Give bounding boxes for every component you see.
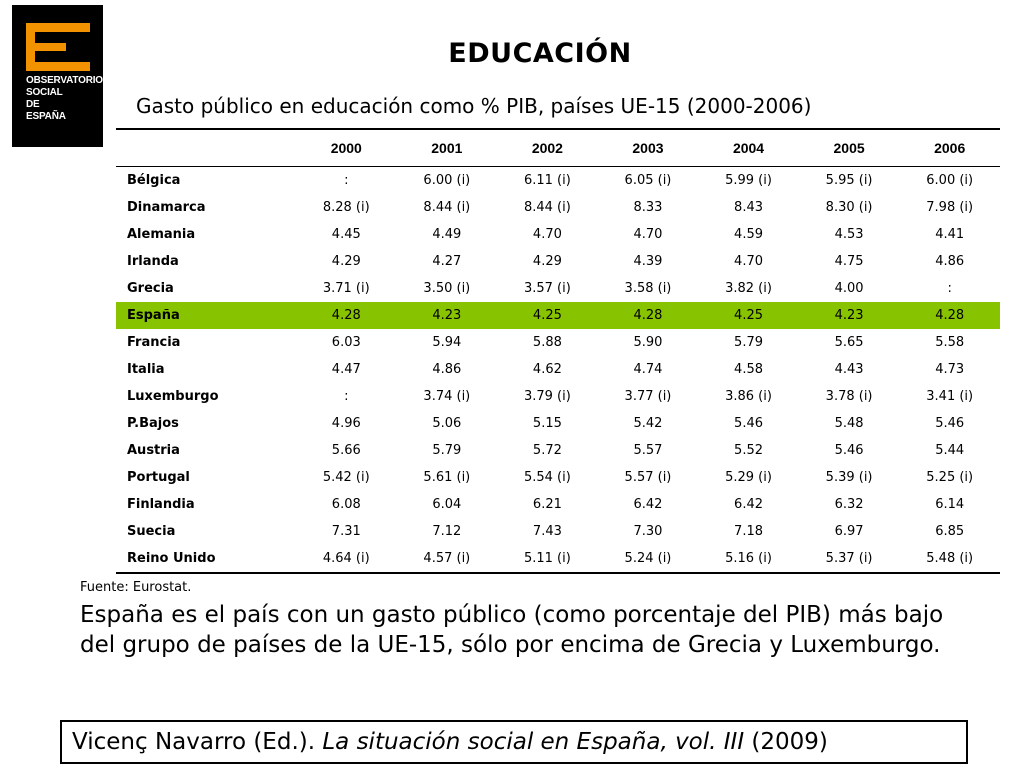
logo-line: OBSERVATORIO [26, 75, 103, 86]
value-cell: 7.31 [331, 524, 361, 539]
country-cell: Reino Unido [127, 551, 216, 566]
value-cell: 8.44 (i) [423, 200, 471, 215]
value-cell: 4.96 [331, 416, 361, 431]
value-cell: 5.46 [734, 416, 763, 431]
value-cell: 4.49 [432, 227, 462, 242]
value-cell: 5.79 [734, 335, 763, 350]
value-cell: 4.39 [633, 254, 663, 269]
value-cell: 6.85 [935, 524, 965, 539]
value-cell: 4.23 [799, 302, 900, 329]
value-cell: 4.86 [935, 254, 965, 269]
column-header [116, 129, 296, 167]
value-cell: 4.47 [331, 362, 361, 377]
value-cell: 6.00 (i) [926, 173, 974, 188]
value-cell: 5.54 (i) [523, 470, 571, 485]
value-cell: 6.42 [633, 497, 663, 512]
value-cell: 8.44 (i) [523, 200, 571, 215]
value-cell: 6.97 [834, 524, 864, 539]
value-cell: 3.79 (i) [523, 389, 571, 404]
value-cell: 5.94 [432, 335, 462, 350]
country-cell: Bélgica [127, 173, 181, 188]
value-cell: 5.46 [834, 443, 864, 458]
value-cell: 7.43 [532, 524, 562, 539]
value-cell: 4.28 [899, 302, 1000, 329]
value-cell: 4.70 [633, 227, 663, 242]
value-cell: 3.57 (i) [523, 281, 571, 296]
country-cell: Francia [127, 335, 181, 350]
value-cell: 3.71 (i) [322, 281, 370, 296]
value-cell: 5.61 (i) [423, 470, 471, 485]
value-cell: 6.00 (i) [423, 173, 471, 188]
value-cell: 5.16 (i) [725, 551, 772, 566]
country-cell: Suecia [127, 524, 176, 539]
table-row [116, 302, 1000, 329]
value-cell: 5.25 (i) [926, 470, 974, 485]
value-cell: : [947, 281, 952, 296]
value-cell: 3.78 (i) [825, 389, 873, 404]
country-cell: Dinamarca [127, 200, 206, 215]
value-cell: 4.28 [296, 302, 397, 329]
country-cell: Luxemburgo [127, 389, 219, 404]
logo-line: ESPAÑA [26, 111, 66, 122]
value-cell: 4.62 [532, 362, 562, 377]
table-row [116, 167, 1000, 195]
value-cell: : [344, 173, 349, 188]
value-cell: 5.52 [734, 443, 763, 458]
value-cell: 3.50 (i) [423, 281, 471, 296]
country-cell: Grecia [127, 281, 174, 296]
country-cell: Austria [127, 443, 180, 458]
value-cell: 5.11 (i) [523, 551, 571, 566]
table-row [116, 491, 1000, 518]
value-cell: 4.70 [532, 227, 562, 242]
value-cell: 5.65 [834, 335, 864, 350]
value-cell: 4.28 [598, 302, 699, 329]
value-cell: 5.66 [331, 443, 361, 458]
value-cell: 6.05 (i) [624, 173, 672, 188]
value-cell: 4.53 [834, 227, 864, 242]
value-cell: 5.79 [432, 443, 462, 458]
table-row [116, 518, 1000, 545]
logo-line: SOCIAL [26, 87, 63, 98]
value-cell: 3.82 (i) [725, 281, 772, 296]
value-cell: 5.42 [633, 416, 663, 431]
table-row [116, 410, 1000, 437]
country-cell: Italia [127, 362, 165, 377]
country-cell: P.Bajos [127, 416, 179, 431]
value-cell: 8.43 [734, 200, 763, 215]
column-header: 2002 [531, 140, 563, 156]
table-row [116, 221, 1000, 248]
value-cell: 5.24 (i) [624, 551, 672, 566]
value-cell: 6.08 [331, 497, 361, 512]
value-cell: 3.41 (i) [926, 389, 974, 404]
value-cell: 5.39 (i) [825, 470, 873, 485]
value-cell: 6.14 [935, 497, 965, 512]
value-cell: 5.95 (i) [825, 173, 873, 188]
value-cell: 4.41 [935, 227, 965, 242]
value-cell: 5.58 [935, 335, 965, 350]
value-cell: 5.72 [532, 443, 562, 458]
value-cell: : [344, 389, 349, 404]
value-cell: 6.42 [734, 497, 763, 512]
value-cell: 4.25 [497, 302, 598, 329]
table-row [116, 248, 1000, 275]
table-row [116, 356, 1000, 383]
country-cell: Portugal [127, 470, 190, 485]
value-cell: 5.57 (i) [624, 470, 672, 485]
column-header: 2004 [732, 140, 765, 156]
value-cell: 8.33 [633, 200, 663, 215]
logo-mark-top [26, 23, 90, 32]
table-row [116, 329, 1000, 356]
value-cell: 7.98 (i) [926, 200, 974, 215]
value-cell: 5.88 [532, 335, 562, 350]
value-cell: 4.86 [432, 362, 462, 377]
value-cell: 6.32 [834, 497, 864, 512]
country-cell: Irlanda [127, 254, 179, 269]
table-row [116, 194, 1000, 221]
citation-year: (2009) [744, 729, 828, 755]
table-body [116, 167, 1000, 574]
value-cell: 4.57 (i) [423, 551, 471, 566]
value-cell: 4.45 [331, 227, 361, 242]
value-cell: 5.90 [633, 335, 663, 350]
value-cell: 3.58 (i) [624, 281, 672, 296]
column-header: 2005 [833, 140, 865, 156]
value-cell: 5.48 (i) [926, 551, 974, 566]
value-cell: 5.42 (i) [322, 470, 370, 485]
education-spending-table [116, 128, 1000, 574]
page-title: EDUCACIÓN [448, 38, 632, 69]
value-cell: 8.30 (i) [825, 200, 873, 215]
summary-text: España es el país con un gasto público (como porcentaje del PIB) más bajo del grupo de países de la UE-15, sólo por encima de Grecia y Luxemburgo. [80, 602, 944, 658]
value-cell: 5.46 [935, 416, 965, 431]
value-cell: 4.25 [698, 302, 799, 329]
value-cell: 4.58 [734, 362, 763, 377]
value-cell: 5.99 (i) [725, 173, 772, 188]
country-cell: Alemania [127, 227, 196, 242]
citation-box [60, 720, 968, 764]
value-cell: 6.03 [331, 335, 361, 350]
value-cell: 4.73 [935, 362, 965, 377]
citation-author: Vicenç Navarro (Ed.). [72, 729, 323, 755]
table-row [116, 383, 1000, 410]
column-header: 2000 [330, 140, 362, 156]
value-cell: 4.27 [432, 254, 462, 269]
value-cell: 3.74 (i) [423, 389, 471, 404]
column-header: 2001 [431, 140, 463, 156]
value-cell: 5.44 [935, 443, 965, 458]
value-cell: 7.30 [633, 524, 663, 539]
value-cell: 4.23 [397, 302, 498, 329]
source-note: Fuente: Eurostat. [80, 580, 192, 595]
value-cell: 6.04 [432, 497, 462, 512]
value-cell: 5.48 [834, 416, 864, 431]
value-cell: 3.86 (i) [725, 389, 772, 404]
value-cell: 4.29 [331, 254, 361, 269]
value-cell: 4.59 [734, 227, 763, 242]
value-cell: 4.75 [834, 254, 864, 269]
value-cell: 7.18 [734, 524, 763, 539]
table-row [116, 437, 1000, 464]
citation-title: La situación social en España, vol. III [322, 729, 745, 755]
value-cell: 6.21 [532, 497, 562, 512]
logo [12, 5, 103, 147]
table-row [116, 464, 1000, 491]
value-cell: 8.28 (i) [322, 200, 370, 215]
column-header: 2003 [632, 140, 664, 156]
value-cell: 3.77 (i) [624, 389, 672, 404]
table-row [116, 275, 1000, 302]
table-caption: Gasto público en educación como % PIB, países UE-15 (2000-2006) [136, 94, 812, 118]
value-cell: 6.11 (i) [523, 173, 571, 188]
value-cell: 5.37 (i) [825, 551, 873, 566]
logo-line: DE [26, 99, 40, 110]
value-cell: 5.06 [432, 416, 462, 431]
value-cell: 4.64 (i) [322, 551, 370, 566]
table-row [116, 545, 1000, 573]
value-cell: 5.15 [532, 416, 562, 431]
country-cell: España [116, 302, 296, 329]
value-cell: 4.29 [532, 254, 562, 269]
value-cell: 4.00 [834, 281, 864, 296]
value-cell: 4.70 [734, 254, 763, 269]
value-cell: 4.74 [633, 362, 663, 377]
logo-text [26, 75, 102, 123]
value-cell: 5.57 [633, 443, 663, 458]
column-header: 2006 [934, 140, 966, 156]
value-cell: 7.12 [432, 524, 462, 539]
table-header-row [116, 129, 1000, 167]
country-cell: Finlandia [127, 497, 195, 512]
value-cell: 5.29 (i) [725, 470, 772, 485]
value-cell: 4.43 [834, 362, 864, 377]
